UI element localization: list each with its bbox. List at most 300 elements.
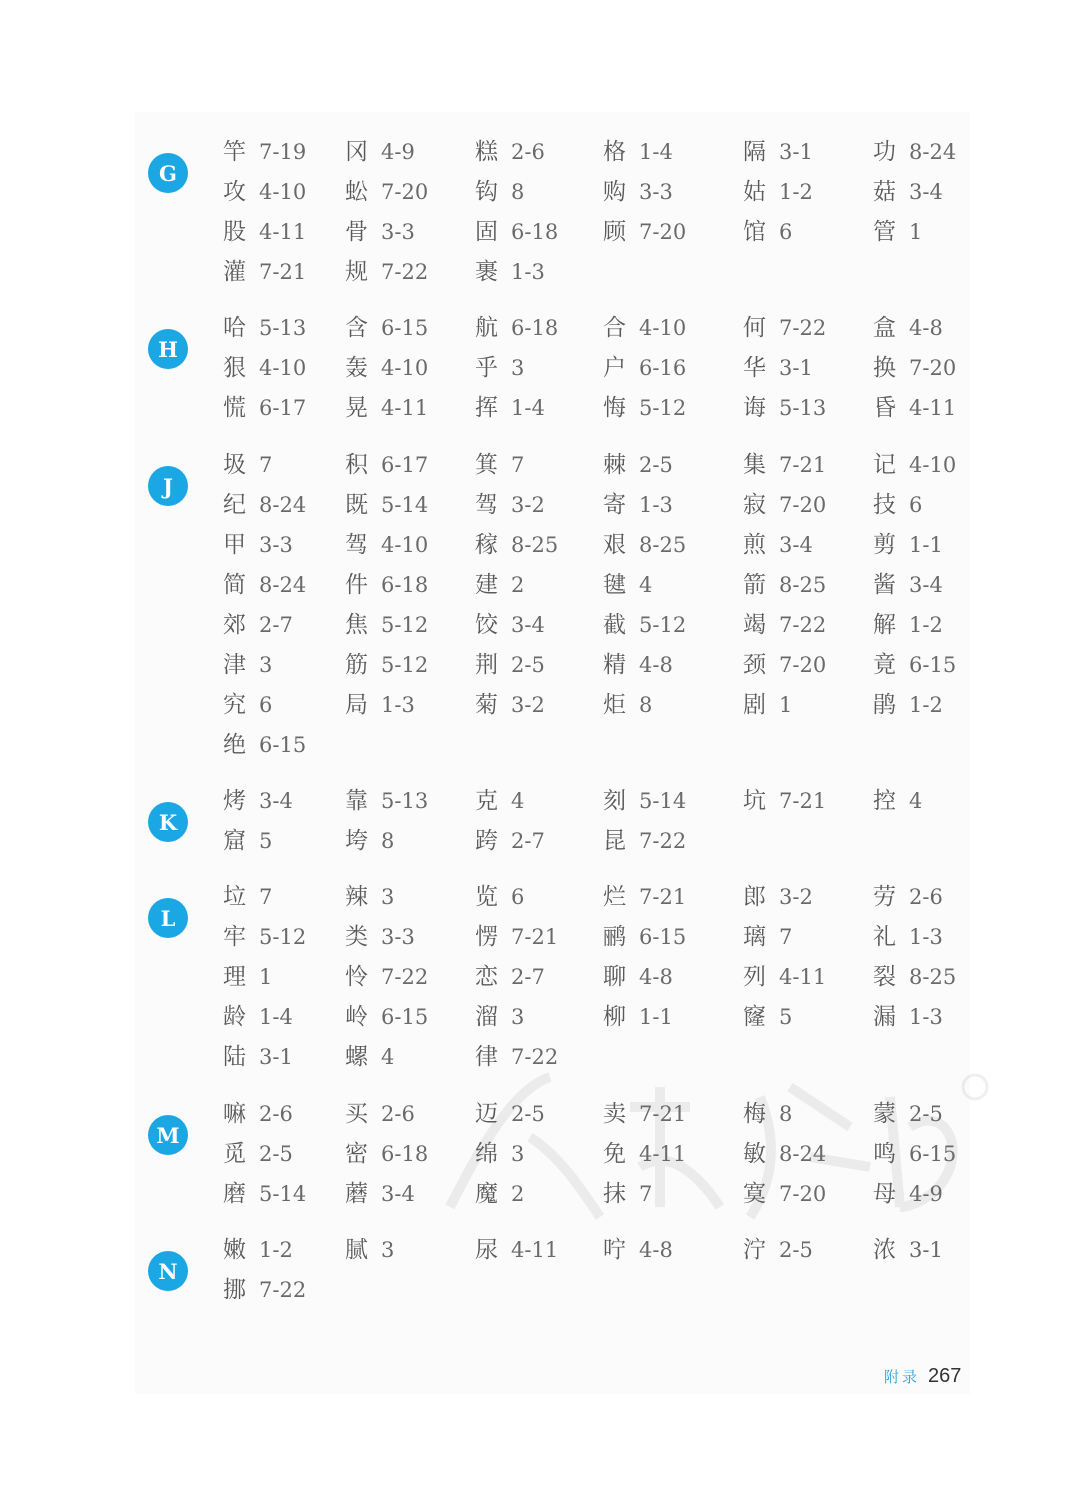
entry-character: 稼 (475, 532, 498, 558)
index-entry (345, 917, 415, 957)
letter-badge: G (148, 153, 188, 193)
entry-lesson-ref: 4-11 (909, 396, 957, 420)
entry-character: 蘑 (345, 1181, 368, 1207)
index-entry (743, 997, 792, 1037)
entry-lesson-ref: 2 (511, 1182, 525, 1206)
entry-lesson-ref: 6-18 (381, 1142, 429, 1166)
entry-character: 竭 (743, 612, 766, 638)
index-entry (475, 877, 524, 917)
entry-lesson-ref: 7-21 (779, 453, 827, 477)
entry-character: 纪 (223, 492, 246, 518)
index-entry (345, 645, 428, 685)
entry-character: 馆 (743, 219, 766, 245)
index-entry (743, 348, 813, 388)
entry-character: 恋 (475, 964, 498, 990)
index-entry (743, 1230, 813, 1270)
entry-lesson-ref: 7 (511, 453, 525, 477)
entry-lesson-ref: 4-8 (909, 316, 943, 340)
index-entry (223, 485, 306, 525)
entry-lesson-ref: 6-18 (381, 573, 429, 597)
entry-character: 慌 (223, 395, 246, 421)
entry-character: 迈 (475, 1101, 498, 1127)
entry-lesson-ref: 6-17 (259, 396, 307, 420)
footer-appendix-label: 附录 (884, 1367, 921, 1386)
entry-lesson-ref: 2-6 (381, 1102, 415, 1126)
entry-character: 剪 (873, 532, 896, 558)
entry-character: 鹃 (873, 692, 896, 718)
entry-character: 功 (873, 139, 896, 165)
index-entry (475, 917, 558, 957)
entry-character: 建 (475, 572, 498, 598)
index-entry (223, 348, 306, 388)
entry-character: 既 (345, 492, 368, 518)
index-entry (603, 348, 686, 388)
entry-lesson-ref: 2-5 (639, 453, 673, 477)
index-entry (475, 781, 524, 821)
index-entry (873, 917, 943, 957)
index-entry (345, 685, 415, 725)
entry-lesson-ref: 7-22 (511, 1045, 559, 1069)
entry-lesson-ref: 4-11 (779, 965, 827, 989)
entry-character: 聊 (603, 964, 626, 990)
entry-lesson-ref: 3 (259, 653, 273, 677)
entry-lesson-ref: 4-9 (381, 140, 415, 164)
entry-character: 含 (345, 315, 368, 341)
entry-lesson-ref: 4-11 (381, 396, 429, 420)
entry-character: 颈 (743, 652, 766, 678)
index-entry (873, 485, 922, 525)
entry-character: 解 (873, 612, 896, 638)
entry-lesson-ref: 4 (909, 789, 923, 813)
entry-character: 密 (345, 1141, 368, 1167)
entry-character: 螺 (345, 1044, 368, 1070)
index-entry (743, 685, 792, 725)
entry-lesson-ref: 6-18 (511, 316, 559, 340)
index-entry (873, 445, 956, 485)
entry-lesson-ref: 1-2 (779, 180, 813, 204)
entry-lesson-ref: 3 (381, 885, 395, 909)
entry-lesson-ref: 4-10 (381, 356, 429, 380)
entry-lesson-ref: 8-25 (909, 965, 957, 989)
index-entry (223, 252, 306, 292)
entry-lesson-ref: 3-4 (381, 1182, 415, 1206)
entry-character: 购 (603, 179, 626, 205)
index-entry (475, 212, 558, 252)
index-entry (345, 308, 428, 348)
entry-lesson-ref: 2-5 (511, 653, 545, 677)
entry-character: 理 (223, 964, 246, 990)
index-entry (345, 348, 428, 388)
entry-lesson-ref: 8-24 (779, 1142, 827, 1166)
entry-lesson-ref: 2-5 (909, 1102, 943, 1126)
index-entry (873, 388, 956, 428)
index-entry (603, 877, 686, 917)
entry-character: 郊 (223, 612, 246, 638)
index-entry (873, 957, 956, 997)
index-entry (873, 605, 943, 645)
entry-lesson-ref: 2-6 (909, 885, 943, 909)
entry-character: 荆 (475, 652, 498, 678)
entry-lesson-ref: 5-13 (779, 396, 827, 420)
index-entry (223, 877, 272, 917)
entry-character: 换 (873, 355, 896, 381)
entry-lesson-ref: 1-2 (909, 613, 943, 637)
entry-lesson-ref: 6 (779, 220, 793, 244)
letter-badge: N (148, 1251, 188, 1291)
entry-character: 件 (345, 572, 368, 598)
entry-character: 昏 (873, 395, 896, 421)
entry-character: 梅 (743, 1101, 766, 1127)
entry-lesson-ref: 4 (511, 789, 525, 813)
entry-lesson-ref: 6 (259, 693, 273, 717)
index-entry (475, 132, 545, 172)
entry-character: 类 (345, 924, 368, 950)
index-entry (223, 781, 293, 821)
entry-character: 哈 (223, 315, 246, 341)
entry-lesson-ref: 1-3 (511, 260, 545, 284)
entry-character: 劳 (873, 884, 896, 910)
index-entry (603, 1174, 652, 1214)
entry-lesson-ref: 1 (259, 965, 273, 989)
index-entry (223, 605, 293, 645)
entry-lesson-ref: 7 (259, 885, 273, 909)
index-entry (345, 212, 415, 252)
entry-character: 饺 (475, 612, 498, 638)
entry-character: 乎 (475, 355, 498, 381)
entry-lesson-ref: 7-22 (381, 965, 429, 989)
entry-character: 驾 (475, 492, 498, 518)
index-entry (475, 1134, 524, 1174)
entry-character: 筋 (345, 652, 368, 678)
index-entry (603, 485, 673, 525)
entry-lesson-ref: 8-25 (639, 533, 687, 557)
index-entry (223, 388, 306, 428)
index-entry (345, 1174, 415, 1214)
entry-lesson-ref: 3-4 (779, 533, 813, 557)
index-entry (345, 485, 428, 525)
entry-lesson-ref: 7-20 (639, 220, 687, 244)
entry-lesson-ref: 6-15 (639, 925, 687, 949)
entry-character: 局 (345, 692, 368, 718)
index-entry (345, 1134, 428, 1174)
entry-lesson-ref: 7 (639, 1182, 653, 1206)
entry-character: 嘛 (223, 1101, 246, 1127)
entry-lesson-ref: 4 (639, 573, 653, 597)
entry-lesson-ref: 8 (381, 829, 395, 853)
entry-character: 卖 (603, 1101, 626, 1127)
entry-lesson-ref: 3-1 (259, 1045, 293, 1069)
entry-character: 郎 (743, 884, 766, 910)
entry-lesson-ref: 1 (909, 220, 923, 244)
entry-character: 愣 (475, 924, 498, 950)
index-entry (475, 388, 545, 428)
index-entry (345, 445, 428, 485)
entry-lesson-ref: 8-24 (259, 493, 307, 517)
entry-lesson-ref: 1 (779, 693, 793, 717)
entry-lesson-ref: 5-13 (381, 789, 429, 813)
entry-character: 华 (743, 355, 766, 381)
index-entry (873, 348, 956, 388)
index-entry (743, 917, 792, 957)
entry-character: 烂 (603, 884, 626, 910)
index-entry (475, 525, 558, 565)
entry-character: 菊 (475, 692, 498, 718)
entry-character: 裂 (873, 964, 896, 990)
entry-lesson-ref: 1-2 (259, 1238, 293, 1262)
index-entry (475, 1230, 558, 1270)
entry-character: 艰 (603, 532, 626, 558)
entry-lesson-ref: 3 (511, 356, 525, 380)
index-entry (345, 132, 415, 172)
entry-character: 菇 (873, 179, 896, 205)
entry-lesson-ref: 8 (639, 693, 653, 717)
entry-character: 寂 (743, 492, 766, 518)
entry-lesson-ref: 3 (511, 1142, 525, 1166)
index-entry (603, 1134, 686, 1174)
entry-character: 窿 (743, 1004, 766, 1030)
entry-character: 甲 (223, 532, 246, 558)
index-entry (345, 1094, 415, 1134)
index-entry (603, 685, 652, 725)
index-entry (345, 565, 428, 605)
index-entry (743, 132, 813, 172)
index-entry (475, 252, 545, 292)
index-entry (223, 645, 272, 685)
entry-lesson-ref: 7-21 (779, 789, 827, 813)
entry-character: 规 (345, 259, 368, 285)
entry-character: 驾 (345, 532, 368, 558)
index-entry (603, 388, 686, 428)
entry-lesson-ref: 1-4 (511, 396, 545, 420)
entry-character: 岭 (345, 1004, 368, 1030)
entry-character: 礼 (873, 924, 896, 950)
entry-lesson-ref: 3-4 (511, 613, 545, 637)
index-entry (475, 957, 545, 997)
entry-lesson-ref: 7-20 (779, 1182, 827, 1206)
entry-character: 诲 (743, 395, 766, 421)
entry-lesson-ref: 6-15 (381, 316, 429, 340)
entry-character: 户 (603, 355, 626, 381)
entry-lesson-ref: 7 (259, 453, 273, 477)
letter-badge: L (148, 898, 188, 938)
entry-character: 顾 (603, 219, 626, 245)
entry-lesson-ref: 3 (381, 1238, 395, 1262)
entry-character: 姑 (743, 179, 766, 205)
entry-lesson-ref: 4-10 (381, 533, 429, 557)
entry-character: 柳 (603, 1004, 626, 1030)
index-entry (345, 997, 428, 1037)
index-entry (345, 525, 428, 565)
index-entry (743, 1174, 826, 1214)
entry-character: 鹂 (603, 924, 626, 950)
index-entry (345, 1037, 394, 1077)
entry-lesson-ref: 7-22 (779, 613, 827, 637)
entry-character: 跨 (475, 828, 498, 854)
entry-lesson-ref: 6 (511, 885, 525, 909)
entry-character: 窟 (223, 828, 246, 854)
entry-lesson-ref: 4-8 (639, 1238, 673, 1262)
index-entry (743, 388, 826, 428)
entry-character: 昆 (603, 828, 626, 854)
entry-character: 尿 (475, 1237, 498, 1263)
index-entry (603, 132, 673, 172)
index-entry (873, 212, 922, 252)
entry-lesson-ref: 7-22 (779, 316, 827, 340)
entry-lesson-ref: 5-13 (259, 316, 307, 340)
entry-lesson-ref: 7-21 (639, 1102, 687, 1126)
index-entry (743, 877, 813, 917)
entry-lesson-ref: 6 (909, 493, 923, 517)
entry-lesson-ref: 2-6 (259, 1102, 293, 1126)
entry-lesson-ref: 4-8 (639, 965, 673, 989)
index-entry (603, 565, 652, 605)
entry-character: 克 (475, 788, 498, 814)
index-entry (223, 1174, 306, 1214)
entry-lesson-ref: 3-1 (909, 1238, 943, 1262)
index-entry (603, 997, 673, 1037)
entry-lesson-ref: 5-12 (381, 653, 429, 677)
entry-character: 合 (603, 315, 626, 341)
entry-character: 隔 (743, 139, 766, 165)
entry-character: 格 (603, 139, 626, 165)
entry-lesson-ref: 1-3 (909, 925, 943, 949)
index-entry (223, 997, 293, 1037)
index-entry (743, 525, 813, 565)
index-entry (223, 1134, 293, 1174)
entry-lesson-ref: 7-20 (381, 180, 429, 204)
entry-lesson-ref: 8-24 (909, 140, 957, 164)
entry-lesson-ref: 1-3 (639, 493, 673, 517)
entry-character: 烤 (223, 788, 246, 814)
index-entry (345, 388, 428, 428)
entry-lesson-ref: 7-21 (639, 885, 687, 909)
entry-character: 垃 (223, 884, 246, 910)
entry-character: 攻 (223, 179, 246, 205)
entry-character: 晃 (345, 395, 368, 421)
index-entry (223, 821, 272, 861)
entry-lesson-ref: 6-15 (909, 653, 957, 677)
index-entry (873, 308, 943, 348)
index-entry (475, 821, 545, 861)
entry-character: 固 (475, 219, 498, 245)
index-entry (345, 605, 428, 645)
entry-character: 腻 (345, 1237, 368, 1263)
index-entry (743, 605, 826, 645)
entry-lesson-ref: 2-6 (511, 140, 545, 164)
entry-character: 股 (223, 219, 246, 245)
index-entry (475, 348, 524, 388)
entry-character: 绵 (475, 1141, 498, 1167)
entry-character: 溜 (475, 1004, 498, 1030)
entry-character: 蒙 (873, 1101, 896, 1127)
index-entry (743, 445, 826, 485)
index-entry (475, 605, 545, 645)
entry-lesson-ref: 6-15 (909, 1142, 957, 1166)
index-entry (603, 1230, 673, 1270)
entry-lesson-ref: 1-3 (381, 693, 415, 717)
entry-character: 磨 (223, 1181, 246, 1207)
index-entry (603, 212, 686, 252)
entry-character: 璃 (743, 924, 766, 950)
index-entry (345, 1230, 394, 1270)
entry-lesson-ref: 6-15 (259, 733, 307, 757)
index-entry (743, 485, 826, 525)
entry-lesson-ref: 3-2 (779, 885, 813, 909)
entry-character: 寞 (743, 1181, 766, 1207)
entry-character: 觅 (223, 1141, 246, 1167)
entry-character: 毽 (603, 572, 626, 598)
entry-character: 航 (475, 315, 498, 341)
entry-character: 辣 (345, 884, 368, 910)
entry-character: 挥 (475, 395, 498, 421)
entry-character: 垮 (345, 828, 368, 854)
entry-lesson-ref: 8 (779, 1102, 793, 1126)
index-entry (475, 308, 558, 348)
entry-character: 牢 (223, 924, 246, 950)
entry-character: 狠 (223, 355, 246, 381)
index-entry (345, 781, 428, 821)
entry-lesson-ref: 3-1 (779, 140, 813, 164)
index-page (135, 112, 970, 1394)
entry-character: 圾 (223, 452, 246, 478)
entry-character: 竟 (873, 652, 896, 678)
entry-lesson-ref: 2-7 (511, 829, 545, 853)
entry-character: 靠 (345, 788, 368, 814)
entry-lesson-ref: 2-5 (779, 1238, 813, 1262)
entry-lesson-ref: 2-5 (259, 1142, 293, 1166)
letter-badge: K (148, 802, 188, 842)
entry-lesson-ref: 4-11 (259, 220, 307, 244)
entry-lesson-ref: 2 (511, 573, 525, 597)
entry-lesson-ref: 5 (259, 829, 273, 853)
entry-lesson-ref: 5-14 (639, 789, 687, 813)
entry-lesson-ref: 5-12 (639, 613, 687, 637)
entry-character: 管 (873, 219, 896, 245)
entry-character: 陆 (223, 1044, 246, 1070)
index-entry (603, 645, 673, 685)
entry-character: 盒 (873, 315, 896, 341)
entry-character: 炬 (603, 692, 626, 718)
entry-lesson-ref: 7-21 (511, 925, 559, 949)
index-entry (345, 877, 394, 917)
entry-lesson-ref: 5 (779, 1005, 793, 1029)
entry-character: 漏 (873, 1004, 896, 1030)
entry-character: 积 (345, 452, 368, 478)
entry-character: 蚣 (345, 179, 368, 205)
entry-character: 何 (743, 315, 766, 341)
entry-lesson-ref: 1-4 (259, 1005, 293, 1029)
page-number: 267 (928, 1364, 962, 1387)
entry-character: 刻 (603, 788, 626, 814)
entry-lesson-ref: 7-22 (381, 260, 429, 284)
letter-badge: H (148, 329, 188, 369)
index-entry (223, 308, 306, 348)
index-entry (743, 781, 826, 821)
entry-lesson-ref: 3-3 (381, 220, 415, 244)
index-entry (345, 957, 428, 997)
index-entry (873, 172, 943, 212)
entry-character: 精 (603, 652, 626, 678)
entry-lesson-ref: 5-12 (381, 613, 429, 637)
entry-lesson-ref: 8-25 (779, 573, 827, 597)
entry-lesson-ref: 1-1 (909, 533, 943, 557)
entry-character: 览 (475, 884, 498, 910)
entry-lesson-ref: 5-12 (259, 925, 307, 949)
entry-lesson-ref: 2-7 (259, 613, 293, 637)
index-entry (345, 172, 428, 212)
index-entry (743, 172, 813, 212)
entry-character: 糕 (475, 139, 498, 165)
